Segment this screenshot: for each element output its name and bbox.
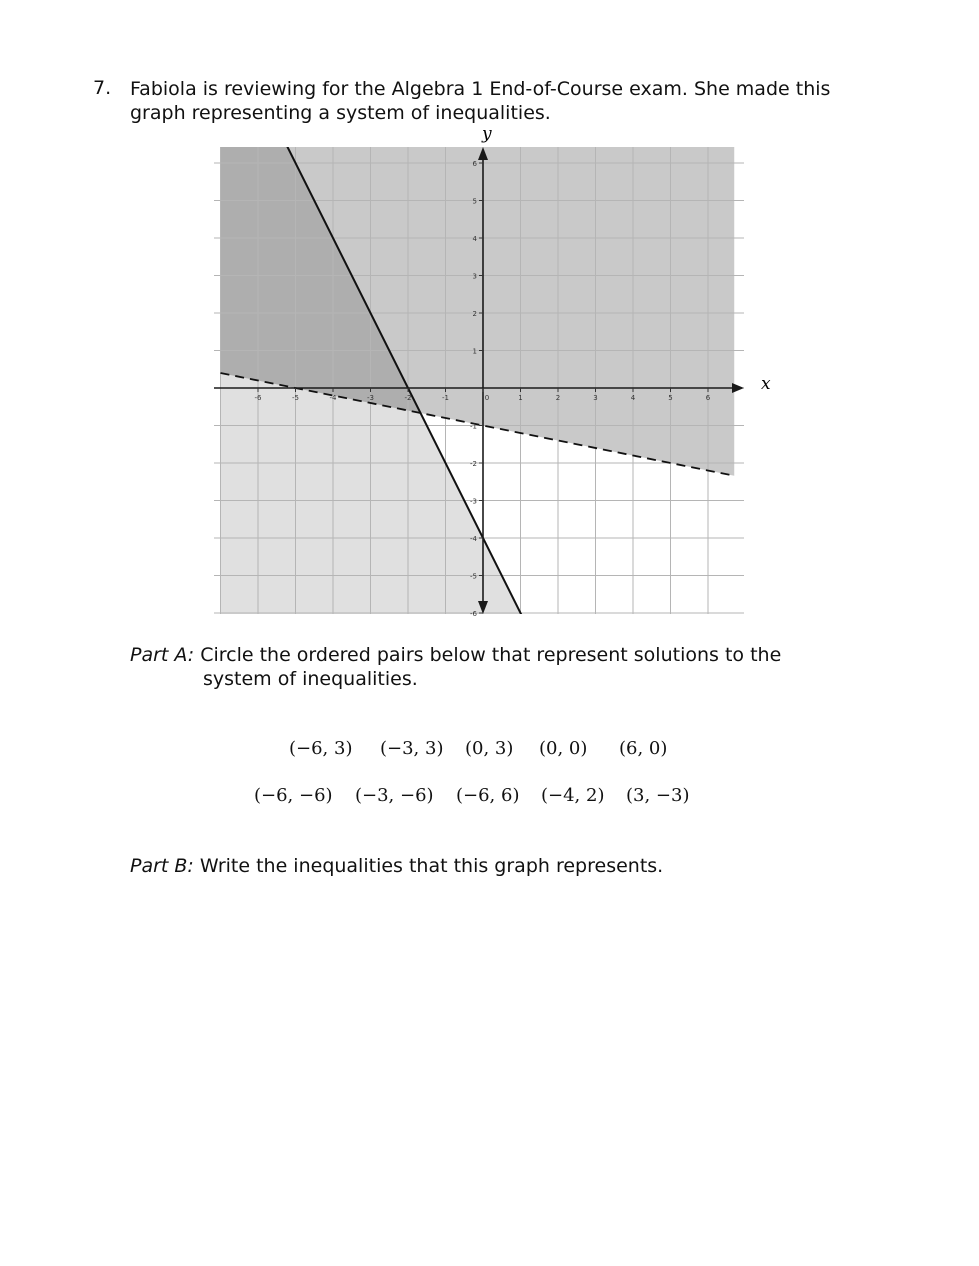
x-tick-label: -5 — [292, 394, 299, 402]
x-tick-label: -4 — [329, 394, 337, 402]
x-tick-label: 3 — [593, 394, 598, 402]
ordered-pair[interactable]: (−3, 3) — [380, 738, 444, 759]
y-tick-label: 5 — [472, 197, 477, 206]
x-axis-arrow — [732, 383, 744, 393]
ordered-pair[interactable]: (3, −3) — [626, 785, 690, 806]
ordered-pair[interactable]: (0, 0) — [539, 738, 588, 759]
y-tick-label: 2 — [472, 310, 477, 318]
part-a — [130, 643, 830, 691]
x-axis-label: x — [761, 374, 771, 394]
x-tick-label: -2 — [404, 394, 412, 402]
y-tick-label: -5 — [470, 572, 477, 581]
ordered-pair[interactable]: (0, 3) — [465, 738, 514, 759]
question-number: 7. — [93, 77, 112, 99]
part-a-text-line2: system of inequalities. — [203, 668, 418, 690]
ordered-pair[interactable]: (−6, 6) — [456, 785, 520, 806]
part-b-label: Part B: — [130, 855, 194, 877]
part-a-text-line1: Circle the ordered pairs below that represent solutions to the — [194, 644, 782, 666]
x-tick-label: 6 — [705, 394, 711, 402]
part-b-text: Write the inequalities that this graph represents. — [193, 855, 664, 877]
x-tick-label: 2 — [555, 394, 561, 402]
x-tick-label: -1 — [442, 394, 449, 402]
ordered-pair[interactable]: (−3, −6) — [355, 785, 434, 806]
ordered-pair[interactable]: (6, 0) — [619, 738, 668, 759]
part-a-label: Part A: — [130, 644, 195, 666]
x-tick-label: -3 — [367, 394, 374, 402]
ordered-pair[interactable]: (−6, 3) — [289, 738, 353, 759]
ordered-pair[interactable]: (−4, 2) — [541, 785, 605, 806]
x-tick-label: 1 — [518, 394, 523, 402]
y-tick-label: 4 — [472, 235, 477, 243]
question-line-1: Fabiola is reviewing for the Algebra 1 End-of-Course exam. She made this — [130, 78, 831, 100]
y-tick-label: 6 — [472, 160, 477, 168]
x-tick-label: 0 — [484, 394, 490, 402]
y-tick-label: -2 — [470, 460, 477, 468]
y-axis-label: y — [482, 124, 492, 144]
x-tick-label: 4 — [630, 394, 636, 402]
y-tick-label: -1 — [470, 422, 477, 431]
part-b — [130, 854, 663, 878]
ordered-pair[interactable]: (−6, −6) — [254, 785, 333, 806]
y-tick-label: -6 — [470, 610, 477, 618]
y-tick-label: 1 — [472, 347, 477, 356]
y-tick-label: -4 — [470, 535, 477, 543]
x-tick-label: -6 — [254, 394, 262, 402]
y-tick-label: -3 — [470, 497, 477, 506]
question-line-2: graph representing a system of inequalities. — [130, 102, 551, 124]
y-tick-label: 3 — [472, 272, 477, 281]
x-tick-label: 5 — [668, 394, 673, 402]
